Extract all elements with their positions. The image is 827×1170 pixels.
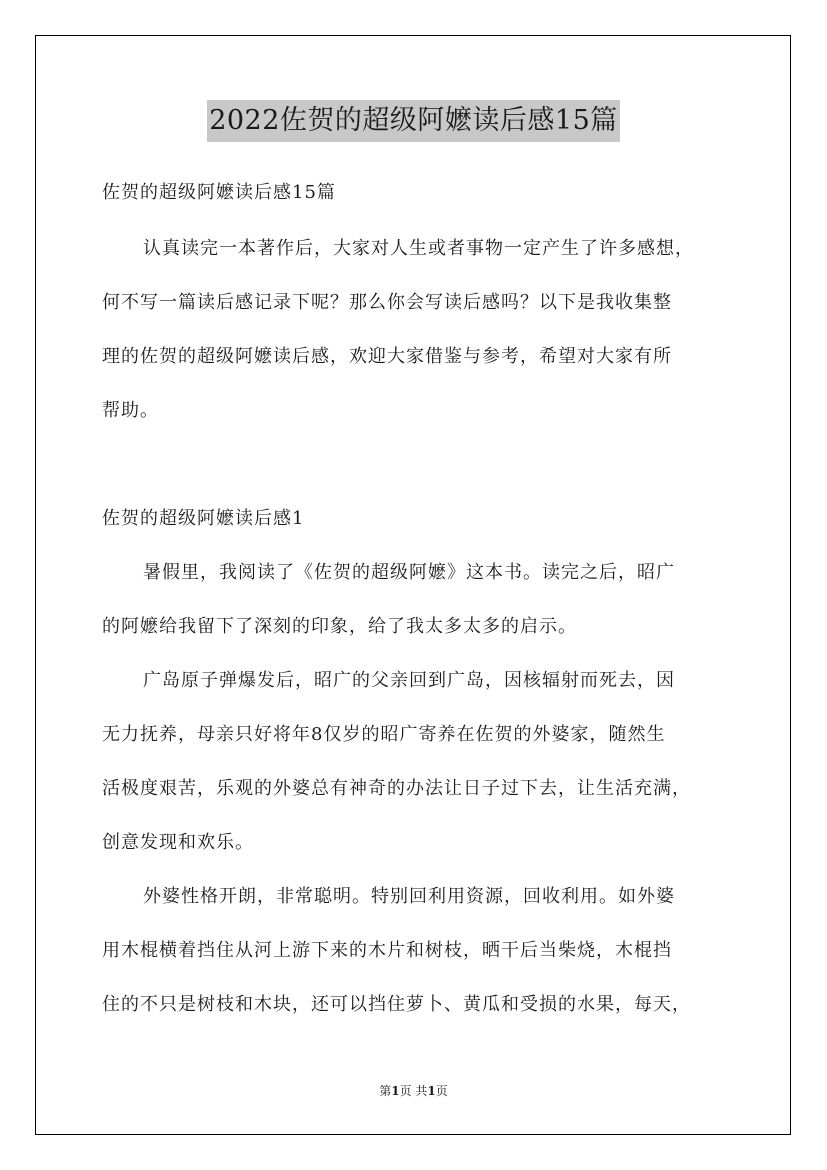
footer-middle: 页 共 [399,1084,428,1098]
paragraph-line: 暑假里，我阅读了《佐贺的超级阿嬷》这本书。读完之后，昭广 [143,562,675,583]
paragraph-line: 创意发现和欢乐。 [102,832,254,853]
footer-total-pages: 1 [427,1084,436,1098]
section-heading: 佐贺的超级阿嬷读后感1 [102,508,305,529]
subtitle: 佐贺的超级阿嬷读后感15篇 [102,182,336,203]
footer-suffix: 页 [435,1084,448,1098]
footer-prefix: 第 [379,1084,392,1098]
intro-line: 帮助。 [102,400,159,421]
paragraph-line: 无力抚养，母亲只好将年8仅岁的昭广寄养在佐贺的外婆家，随然生 [102,724,666,745]
paragraph-line: 用木棍横着挡住从河上游下来的木片和树枝，晒干后当柴烧，木棍挡 [102,940,672,961]
intro-line: 认真读完一本著作后，大家对人生或者事物一定产生了许多感想， [143,238,694,259]
intro-line: 理的佐贺的超级阿嬷读后感，欢迎大家借鉴与参考，希望对大家有所 [102,346,672,367]
intro-line: 何不写一篇读后感记录下呢？那么你会写读后感吗？以下是我收集整 [102,292,672,313]
footer-page-number: 1 [391,1084,400,1098]
paragraph-line: 的阿嬷给我留下了深刻的印象，给了我太多太多的启示。 [102,616,577,637]
paragraph-line: 外婆性格开朗，非常聪明。特别回利用资源，回收利用。如外婆 [143,886,675,907]
paragraph-line: 活极度艰苦，乐观的外婆总有神奇的办法让日子过下去，让生活充满， [102,778,691,799]
paragraph-line: 广岛原子弹爆发后，昭广的父亲回到广岛，因核辐射而死去，因 [143,670,675,691]
paragraph-line: 住的不只是树枝和木块，还可以挡住萝卜、黄瓜和受损的水果，每天， [102,994,691,1015]
title-container [0,100,827,142]
document-title: 2022佐贺的超级阿嬷读后感15篇 [207,100,620,142]
page-footer [0,1083,827,1099]
